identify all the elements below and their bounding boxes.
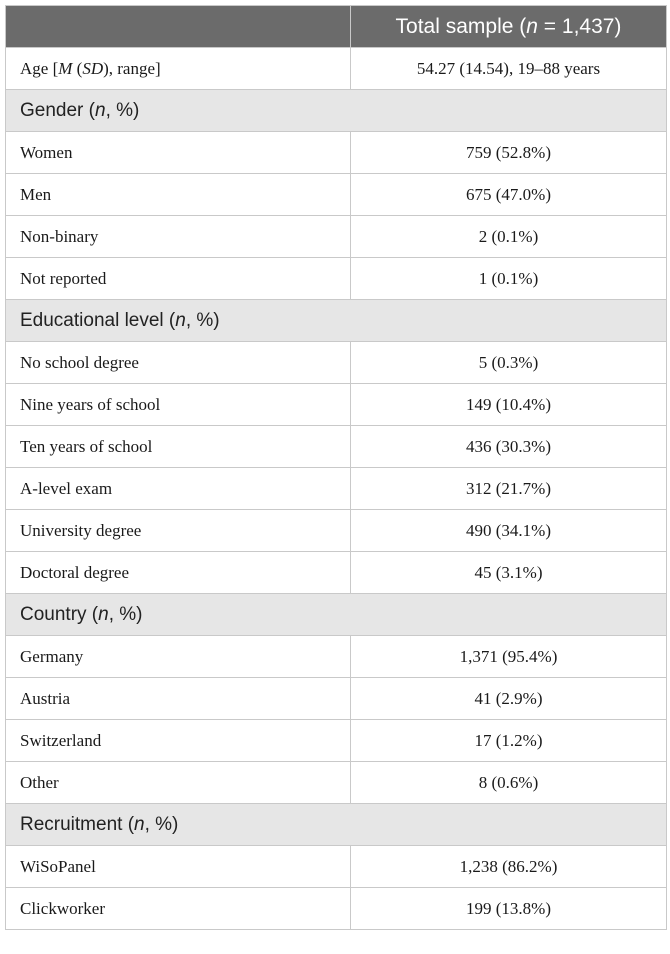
table-row: [6, 132, 667, 174]
row-label: University degree: [6, 510, 351, 552]
table-row: [6, 510, 667, 552]
row-label: No school degree: [6, 342, 351, 384]
section-title: Educational level (n, %): [6, 300, 667, 342]
row-label: Other: [6, 762, 351, 804]
table-row: [6, 258, 667, 300]
table-row: [6, 720, 667, 762]
row-label: Austria: [6, 678, 351, 720]
row-value: 8 (0.6%): [351, 762, 667, 804]
section-header-recruitment: [6, 804, 667, 846]
row-value: 759 (52.8%): [351, 132, 667, 174]
section-title: Country (n, %): [6, 594, 667, 636]
row-value: 199 (13.8%): [351, 888, 667, 930]
row-label: Men: [6, 174, 351, 216]
row-label: Women: [6, 132, 351, 174]
table-row: [6, 762, 667, 804]
table-row: [6, 888, 667, 930]
table-row: [6, 342, 667, 384]
section-header-gender: [6, 90, 667, 132]
row-value: 45 (3.1%): [351, 552, 667, 594]
row-value: 41 (2.9%): [351, 678, 667, 720]
section-title: Recruitment (n, %): [6, 804, 667, 846]
row-label: Nine years of school: [6, 384, 351, 426]
table-row: [6, 552, 667, 594]
row-value: 149 (10.4%): [351, 384, 667, 426]
section-title: Gender (n, %): [6, 90, 667, 132]
row-value: 2 (0.1%): [351, 216, 667, 258]
row-label: Non-binary: [6, 216, 351, 258]
row-value: 436 (30.3%): [351, 426, 667, 468]
row-label: Ten years of school: [6, 426, 351, 468]
section-header-educational-level: [6, 300, 667, 342]
row-value: 1,238 (86.2%): [351, 846, 667, 888]
table-row: [6, 426, 667, 468]
table-row: [6, 846, 667, 888]
row-label: Germany: [6, 636, 351, 678]
age-row: [6, 48, 667, 90]
header-total-sample: Total sample (n = 1,437): [351, 6, 667, 48]
table-row: [6, 216, 667, 258]
row-value: 490 (34.1%): [351, 510, 667, 552]
row-label: Switzerland: [6, 720, 351, 762]
section-header-country: [6, 594, 667, 636]
demographics-table: [5, 5, 667, 930]
row-label: Clickworker: [6, 888, 351, 930]
row-value: 17 (1.2%): [351, 720, 667, 762]
table-row: [6, 174, 667, 216]
row-value: 5 (0.3%): [351, 342, 667, 384]
row-value: 1,371 (95.4%): [351, 636, 667, 678]
row-label: Doctoral degree: [6, 552, 351, 594]
row-value: 1 (0.1%): [351, 258, 667, 300]
row-label: WiSoPanel: [6, 846, 351, 888]
age-label: Age [M (SD), range]: [6, 48, 351, 90]
table-row: [6, 384, 667, 426]
header-blank-cell: [6, 6, 351, 48]
row-value: 675 (47.0%): [351, 174, 667, 216]
row-label: Not reported: [6, 258, 351, 300]
row-value: 312 (21.7%): [351, 468, 667, 510]
header-row: [6, 6, 667, 48]
age-value: 54.27 (14.54), 19–88 years: [351, 48, 667, 90]
table-row: [6, 636, 667, 678]
table-row: [6, 468, 667, 510]
table-row: [6, 678, 667, 720]
row-label: A-level exam: [6, 468, 351, 510]
